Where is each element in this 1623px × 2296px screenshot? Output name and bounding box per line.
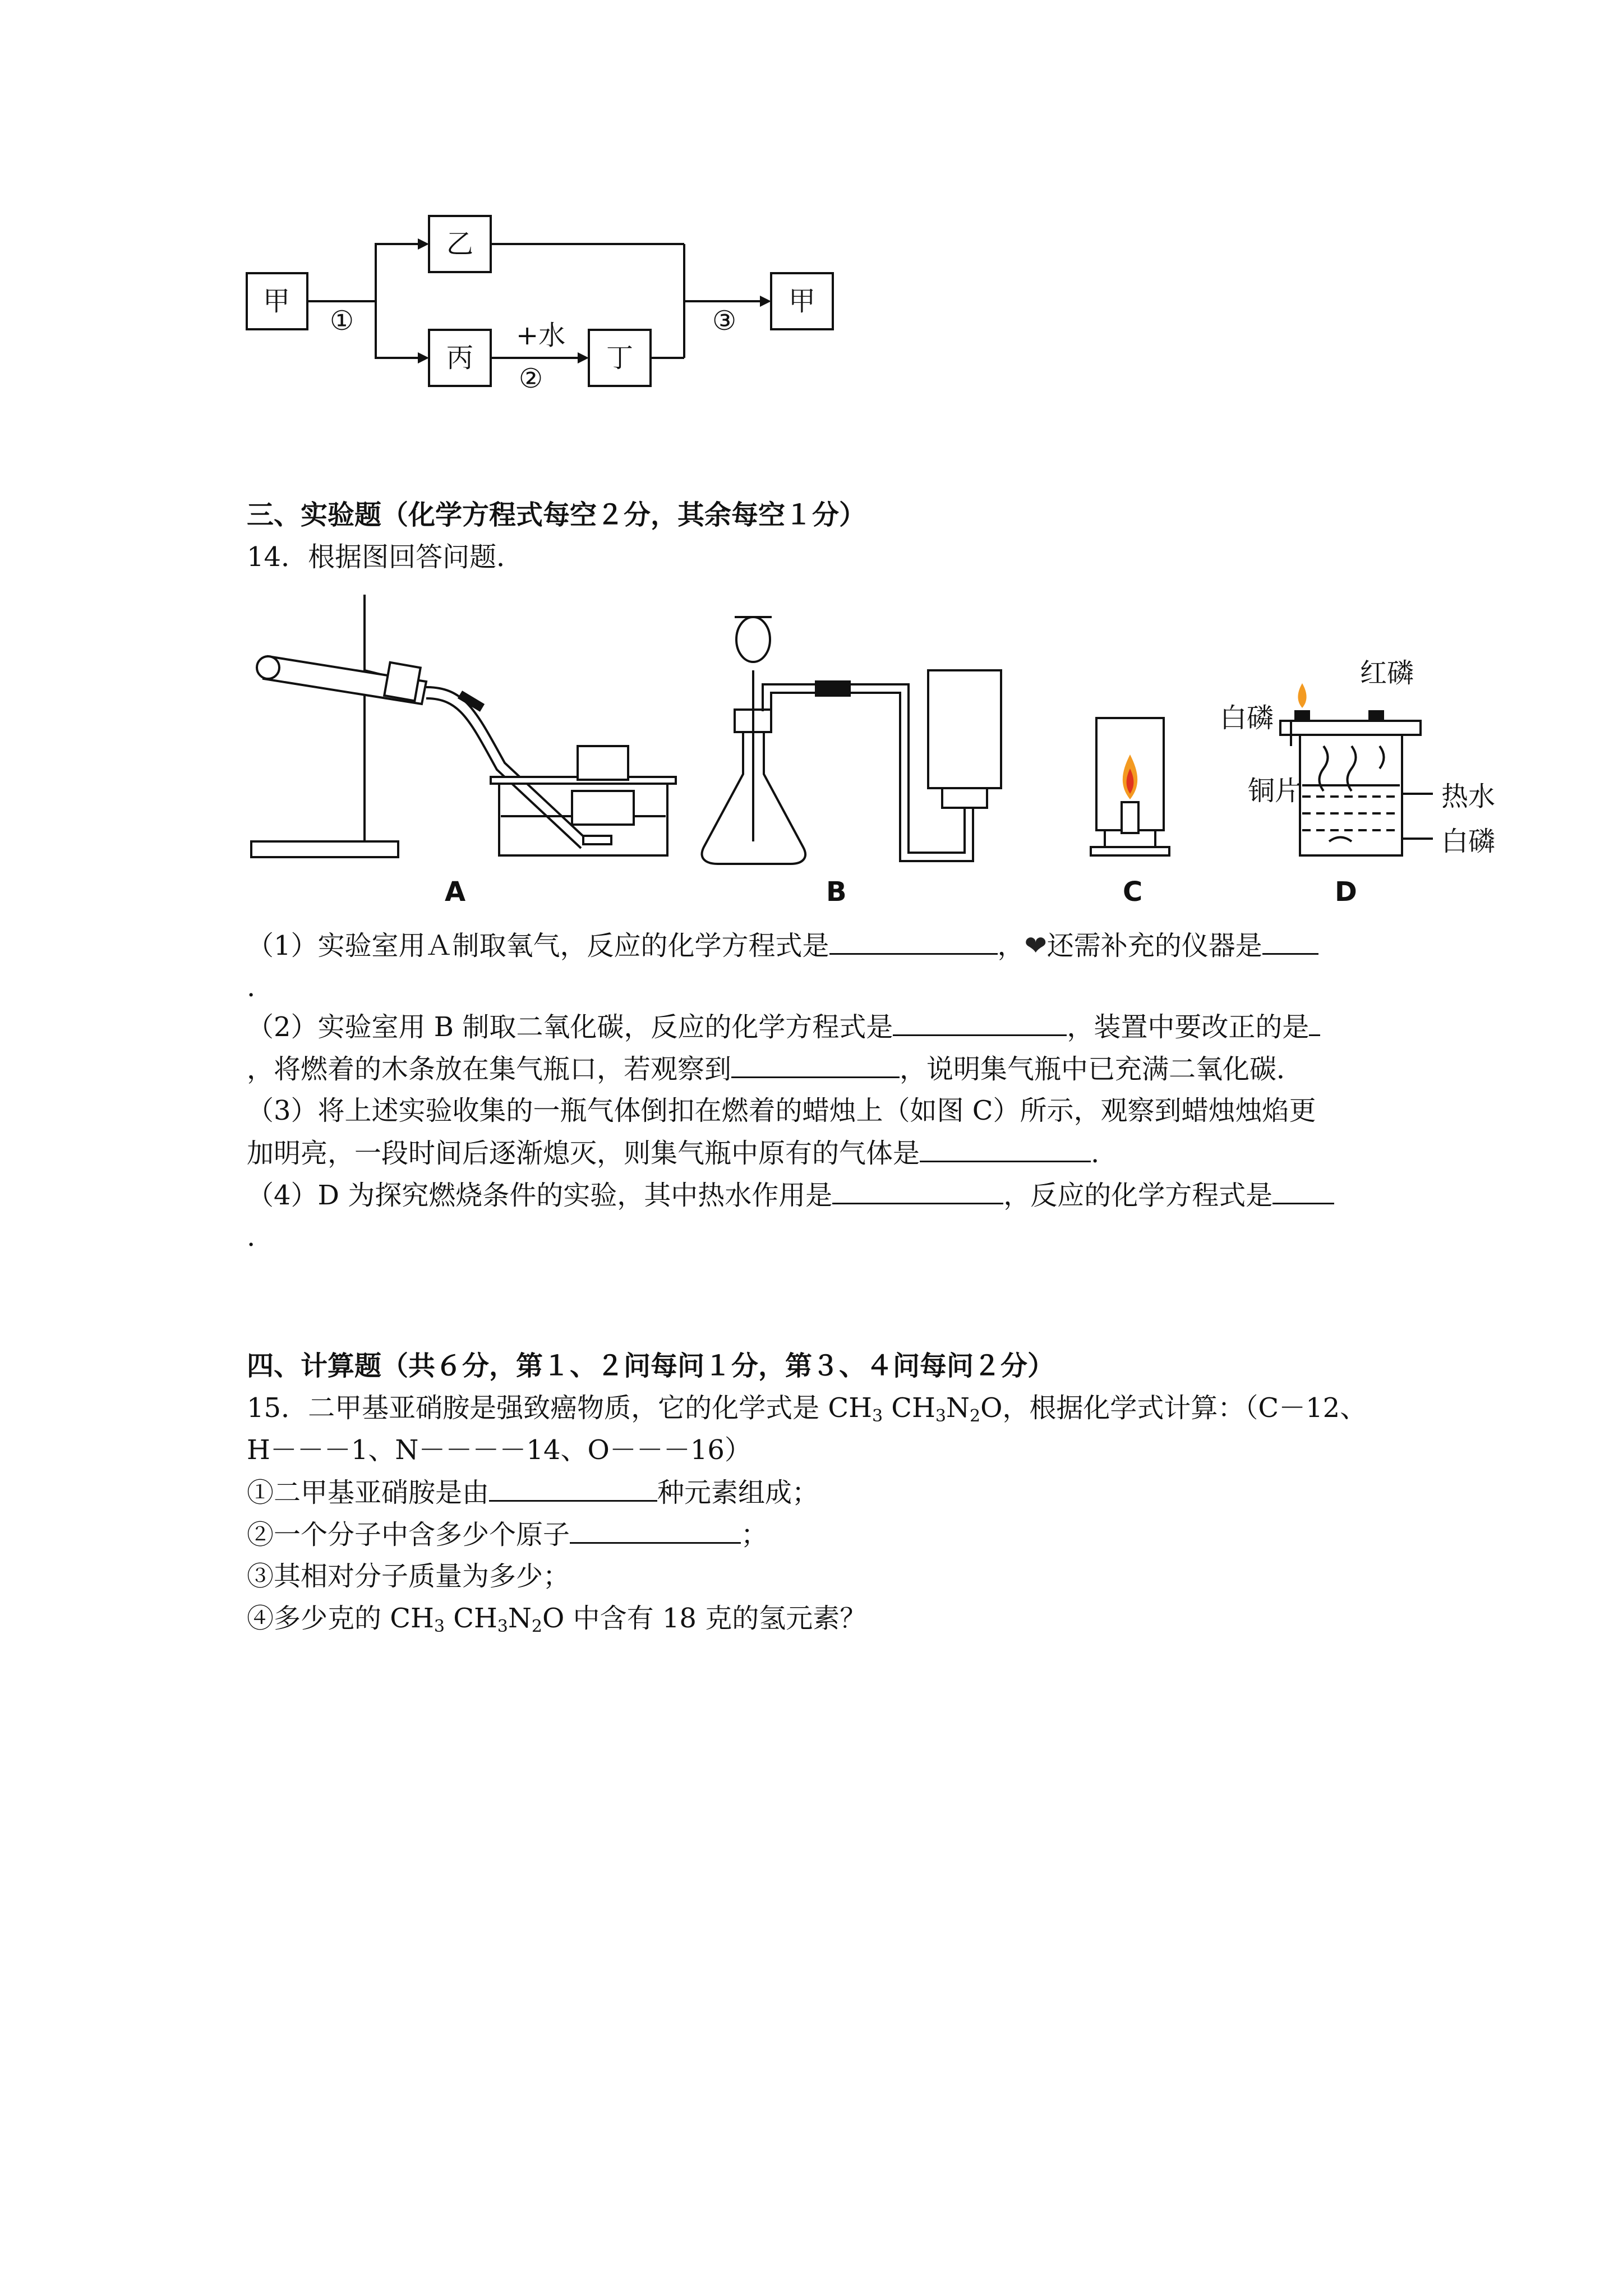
label-B: B bbox=[826, 876, 847, 908]
q14-3-line1: （3）将上述实验收集的一瓶气体倒扣在燃着的蜡烛上（如图 C）所示，观察到蜡烛烛焰更 bbox=[247, 1095, 1316, 1126]
flow-ding: 丁 bbox=[606, 342, 634, 374]
q14-1-text2: 还需补充的仪器是 bbox=[1046, 930, 1262, 961]
q14-4 bbox=[247, 1178, 1334, 1212]
q15-text-b: CH bbox=[883, 1392, 935, 1424]
label-C: C bbox=[1123, 876, 1143, 908]
q15-s1-text2: 种元素组成； bbox=[657, 1477, 819, 1508]
q15-s2-text2: ； bbox=[741, 1519, 768, 1550]
q15-s1-blank[interactable] bbox=[489, 1475, 657, 1502]
section3-heading: 三、实验题（化学方程式每空２分，其余每空１分） bbox=[247, 499, 866, 531]
flow-jia-left: 甲 bbox=[263, 286, 291, 317]
q14-2-text: （2）实验室用 B 制取二氧化碳，反应的化学方程式是 bbox=[247, 1011, 893, 1043]
q14-2-line2 bbox=[247, 1052, 1303, 1086]
section4-heading: 四、计算题（共６分，第１、２问每问１分，第３、４问每问２分） bbox=[247, 1350, 1055, 1382]
q15-text-c: N bbox=[946, 1392, 970, 1424]
q15-s1-text: ①二甲基亚硝胺是由 bbox=[247, 1477, 490, 1508]
q14-1-comma: ， bbox=[997, 930, 1025, 961]
q15-sub-question-4 bbox=[247, 1602, 866, 1635]
q14-3-line2 bbox=[247, 1136, 1099, 1170]
q15-s4-text-d: O 中含有 18 克的氢元素？ bbox=[542, 1603, 867, 1634]
q14-2-text2: ，装置中要改正的是 bbox=[1067, 1011, 1310, 1043]
label-copper-sheet: 铜片 bbox=[1248, 775, 1302, 807]
q14-2-line1 bbox=[247, 1010, 1320, 1044]
q14-3-text: 加明亮，一段时间后逐渐熄灭，则集气瓶中原有的气体是 bbox=[247, 1138, 920, 1169]
heart-icon: ❤ bbox=[1024, 930, 1047, 961]
q15-s4-sub-1: 3 bbox=[434, 1617, 445, 1636]
q15-text-d: O，根据化学式计算：（C－12、 bbox=[980, 1392, 1367, 1424]
q15-s4-text-c: N bbox=[508, 1603, 532, 1634]
q15-s4-sub-2: 3 bbox=[497, 1617, 508, 1636]
q14-2-blank-equation[interactable] bbox=[893, 1010, 1067, 1036]
q14-3-blank-gas[interactable] bbox=[920, 1136, 1091, 1162]
flow-jia-right: 甲 bbox=[789, 286, 816, 317]
q15-s2-blank[interactable] bbox=[570, 1517, 741, 1544]
q14-2-text3: ，将燃着的木条放在集气瓶口，若观察到 bbox=[247, 1053, 732, 1085]
flow-yi: 乙 bbox=[446, 228, 474, 260]
q15-s4-sub-3: 2 bbox=[531, 1617, 542, 1636]
label-A: A bbox=[445, 876, 466, 908]
q14-1 bbox=[247, 928, 1318, 963]
q14-1-blank-instrument[interactable] bbox=[1262, 928, 1318, 955]
label-white-phosphorus-bottom: 白磷 bbox=[1441, 826, 1496, 857]
q15-sub-3: 2 bbox=[969, 1406, 981, 1426]
flow-step-3: ③ bbox=[712, 305, 737, 337]
q15-line2: H－－－1、N－－－－14、O－－－16） bbox=[247, 1434, 751, 1466]
q15-sub-question-3: ③其相对分子质量为多少； bbox=[247, 1561, 570, 1592]
label-hot-water: 热水 bbox=[1441, 781, 1496, 812]
flow-add-water: +水 bbox=[516, 320, 566, 351]
label-red-phosphorus: 红磷 bbox=[1360, 657, 1414, 689]
q14-1-text: （1）实验室用Ａ制取氧气，反应的化学方程式是 bbox=[247, 930, 829, 961]
q15-sub-question-2 bbox=[247, 1517, 768, 1552]
q15-sub-2: 3 bbox=[935, 1406, 946, 1426]
q14-4-text2: ，反应的化学方程式是 bbox=[1003, 1180, 1273, 1211]
q15-s4-text-a: ④多少克的 CH bbox=[247, 1603, 434, 1634]
q15-s2-text: ②一个分子中含多少个原子 bbox=[247, 1519, 570, 1550]
q15-line1 bbox=[247, 1391, 1367, 1425]
q14-4-text: （4）D 为探究燃烧条件的实验，其中热水作用是 bbox=[247, 1180, 833, 1211]
q15-s4-text-b: CH bbox=[444, 1603, 497, 1634]
flow-step-1: ① bbox=[330, 305, 354, 337]
flow-step-2: ② bbox=[519, 363, 543, 394]
q14-2-blank-observation[interactable] bbox=[731, 1052, 900, 1078]
q14-4-blank-hot-water[interactable] bbox=[832, 1178, 1003, 1204]
q14-1-end: . bbox=[247, 972, 256, 1003]
q15-sub-1: 3 bbox=[872, 1406, 883, 1426]
label-white-phosphorus-top: 白磷 bbox=[1220, 702, 1274, 734]
q15-sub-question-1 bbox=[247, 1475, 819, 1510]
q14-prompt: 14．根据图回答问题． bbox=[247, 541, 524, 573]
q14-1-blank-equation[interactable] bbox=[829, 928, 998, 955]
q14-2-text4: ，说明集气瓶中已充满二氧化碳． bbox=[900, 1053, 1304, 1085]
q14-4-end: . bbox=[247, 1221, 256, 1253]
apparatus-figure bbox=[0, 0, 1623, 920]
q14-2-blank-correction[interactable] bbox=[1309, 1010, 1320, 1036]
label-D: D bbox=[1335, 876, 1357, 908]
q14-4-blank-equation[interactable] bbox=[1272, 1178, 1334, 1204]
q15-text-a: 15．二甲基亚硝胺是强致癌物质，它的化学式是 CH bbox=[247, 1392, 872, 1424]
q14-3-end: . bbox=[1091, 1138, 1100, 1169]
flow-bing: 丙 bbox=[446, 342, 474, 374]
